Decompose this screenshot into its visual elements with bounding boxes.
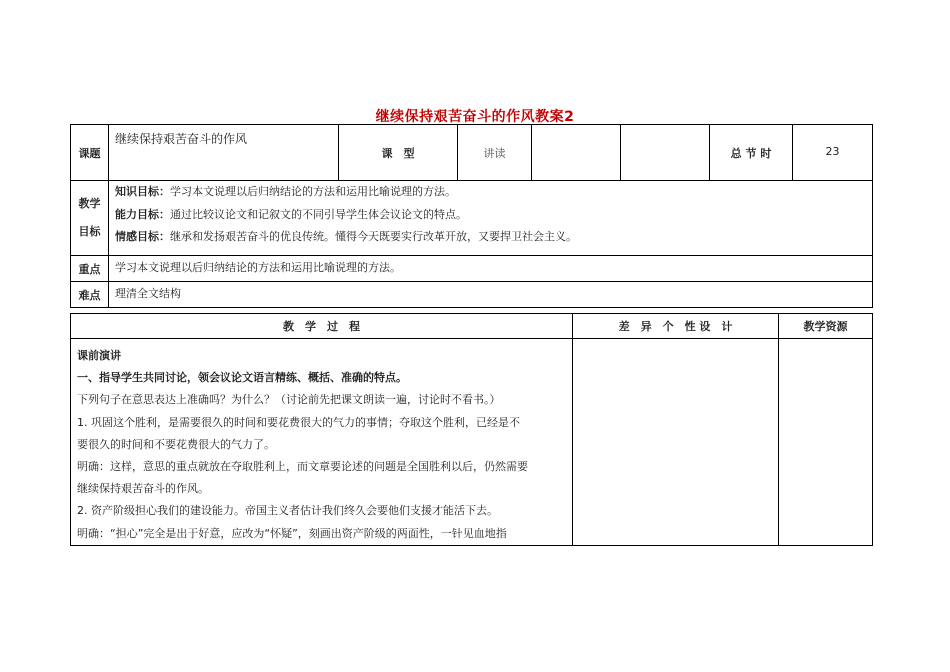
process-line: 要很久的时间和不要花费很大的气力了。 [77, 437, 275, 451]
teaching-process-table [70, 313, 873, 546]
difference-column-header: 差 异 个 性 设 计 [573, 314, 779, 339]
document-title: 继续保持艰苦奋斗的作风教案2 [375, 109, 575, 125]
process-content [71, 339, 573, 546]
resources-content [779, 339, 873, 546]
lesson-info-table [70, 124, 873, 308]
goals-label-bottom: 目标 [78, 225, 101, 238]
process-column-header: 教 学 过 程 [71, 314, 573, 339]
key-point-label: 重点 [71, 256, 109, 282]
process-heading: 课前演讲 [77, 349, 121, 362]
topic-value: 继续保持艰苦奋斗的作风 [109, 125, 339, 181]
total-hours-label: 总 节 时 [710, 125, 793, 181]
goal-label: 知识目标： [115, 185, 170, 198]
process-section-heading: 一、指导学生共同讨论，领会议论文语言精练、概括、准确的特点。 [77, 371, 407, 385]
goal-ability [109, 204, 872, 227]
topic-label: 课题 [71, 125, 109, 181]
goal-label: 能力目标： [115, 207, 170, 221]
goal-label: 情感目标： [115, 230, 170, 244]
blank-cell [532, 125, 621, 181]
process-line: 2. 资产阶级担心我们的建设能力。帝国主义者估计我们终久会要他们支援才能活下去。 [77, 504, 498, 518]
goals-label [71, 181, 109, 256]
process-line: 1. 巩固这个胜利，是需要很久的时间和要花费很大的气力的事情；夺取这个胜利，已经是不 [77, 415, 520, 429]
blank-cell [621, 125, 710, 181]
lesson-type-label: 课 型 [339, 125, 458, 181]
total-hours-value: 23 [793, 125, 873, 181]
goals-label-top: 教学 [78, 197, 101, 210]
process-line: 明确：这样，意思的重点就放在夺取胜利上，而文章要论述的问题是全国胜利以后，仍然需要 [77, 459, 528, 473]
goal-text: 继承和发扬艰苦奋斗的优良传统。懂得今天既要实行改革开放，又要捍卫社会主义。 [170, 230, 577, 244]
key-point-text: 学习本文说理以后归纳结论的方法和运用比喻说理的方法。 [109, 256, 873, 282]
difficulty-label: 难点 [71, 282, 109, 308]
resources-column-header: 教学资源 [779, 314, 873, 339]
process-line: 下列句子在意思表达上准确吗？为什么？（讨论前先把课文朗读一遍，讨论时不看书。） [77, 393, 501, 407]
goal-knowledge [109, 181, 872, 204]
process-line: 继续保持艰苦奋斗的作风。 [77, 482, 209, 496]
goal-text: 学习本文说理以后归纳结论的方法和运用比喻说理的方法。 [170, 185, 456, 198]
difference-content [573, 339, 779, 546]
goal-emotion [109, 226, 872, 249]
difficulty-text: 理清全文结构 [109, 282, 873, 308]
goals-content [109, 181, 873, 256]
goal-text: 通过比较议论文和记叙文的不同引导学生体会议论文的特点。 [170, 207, 467, 221]
lesson-type-value: 讲读 [458, 125, 532, 181]
process-line: 明确：“担心”完全是出于好意，应改为“怀疑”，刻画出资产阶级的两面性，一针见血地指 [77, 526, 507, 540]
